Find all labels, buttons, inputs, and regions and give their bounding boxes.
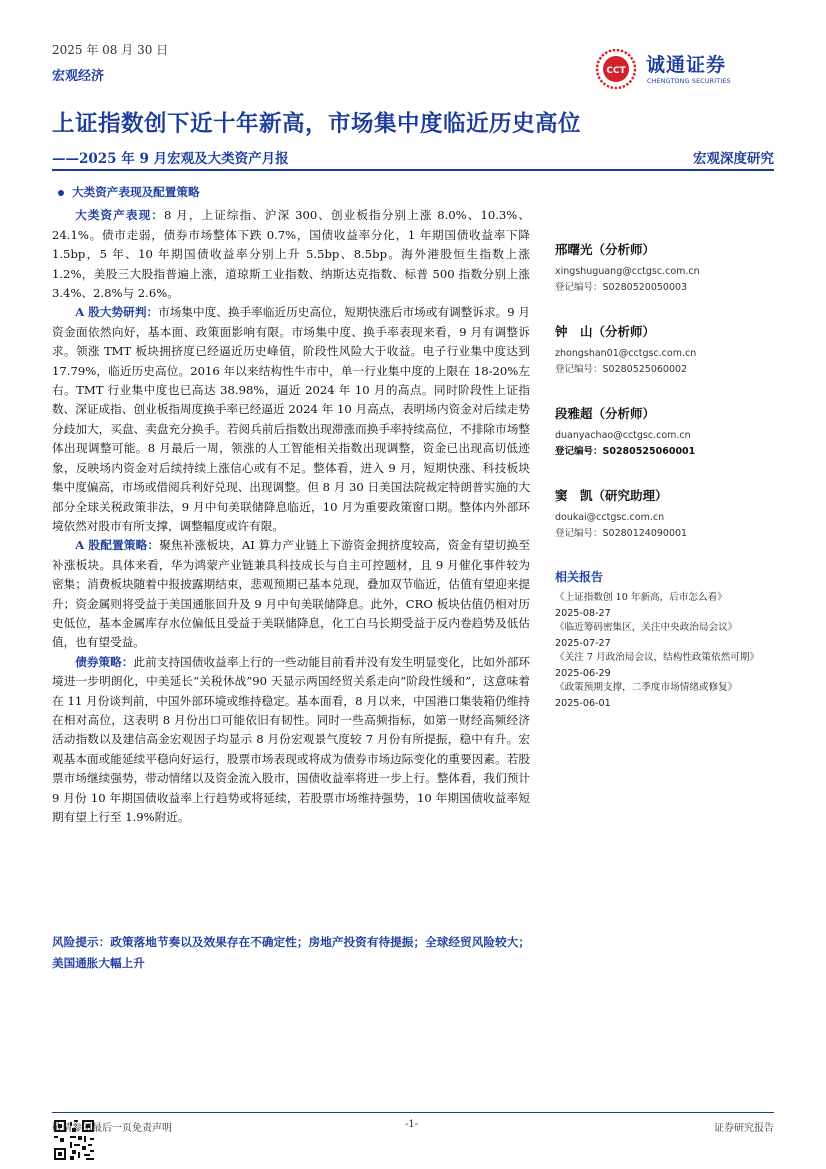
- analyst-card: [555, 404, 777, 460]
- analyst-registration: 登记编号：S0280525060001: [555, 446, 696, 457]
- related-report-date: 2025-06-29: [555, 667, 611, 679]
- analyst-email[interactable]: zhongshan01@cctgsc.com.cn: [555, 348, 697, 359]
- logo-mark: CCT: [606, 66, 626, 76]
- analyst-name: 钟 山（分析师）: [555, 324, 656, 339]
- related-report-date: 2025-06-01: [555, 697, 611, 709]
- related-report-link[interactable]: 《上证指数创 10 年新高，后市怎么看》: [555, 592, 727, 603]
- related-report-date: 2025-08-27: [555, 607, 611, 619]
- analyst-email[interactable]: duanyachao@cctgsc.com.cn: [555, 430, 691, 441]
- header-divider: [52, 169, 774, 171]
- analyst-name: 段雅超（分析师）: [555, 406, 656, 421]
- analyst-card: [555, 486, 777, 542]
- paragraph-a-share-allocation: A 股配置策略：聚焦补涨板块，AI 算力产业链上下游资金拥挤度较高，资金有望切换至补涨板块。具体来看，华为鸿蒙产业链兼具科技成长与自主可控题材，且 9 月催化事件较为密集；消费板块随着中报披露期结束，悲观预期已基本兑现，叠加双节临近，估值有望迎来提升；资金属则将受益于美国通胀回升及 9 月中旬美联储降息。此外，CRO 板块估值仍相对历史低位，基本金属库存水位偏低且受益于美联储降息，化工白马长期受益于反内卷趋势及低估值，也有望受益。: [52, 538, 530, 650]
- paragraph-asset-performance: 大类资产表现：8 月，上证综指、沪深 300、创业板指分别上涨 8.0%、10.3%、24.1%。债市走弱，债券市场整体下跌 0.7%，国债收益率分化，1 年期国债收益率下降 1.5bp，5 年、10 年期国债收益率分别上升 5.5bp、8.5bp。海外港股恒生指数上涨 1.2%，美股三大股指普遍上涨，道琼斯工业指数、纳斯达克指数、标普 500 指数分别上涨 3.4%、2.8%与 2.6%。: [52, 208, 530, 301]
- doc-type-label: 宏观深度研究: [693, 151, 774, 167]
- page-number: -1-: [405, 1119, 419, 1130]
- brand-logo: [594, 48, 784, 90]
- page-title: 上证指数创下近十年新高，市场集中度临近历史高位: [52, 111, 582, 137]
- paragraph-bond-strategy: 债券策略：此前支持国债收益率上行的一些动能目前看并没有发生明显变化，比如外部环境进一步明朗化，中美延长“关税休战”90 天显示两国经贸关系走向“阶段性缓和”，这意味着在 11 月份谈判前，中国外部环境或维持稳定。基本面看，8 月以来，中国港口集装箱仍维持在相对高位，这表明 8 月份出口可能依旧有韧性。同时一些高频指标，如第一财经高频经济活动指数以及建信高金宏观因子均显示 8 月份宏观景气度较 7 月份有所提振，稳中有升。宏观基本面或能延续平稳向好运行，股票市场表现或将成为债券市场边际变化的重要因素。若股票市场继续强势，带动情绪以及资金流入股市，国债收益率将进一步上行。整体看，我们预计 9 月份 10 年期国债收益率上行趋势或将延续，若股票市场维持强势，10 年期国债收益率短期有望上行至 1.9%附近。: [52, 654, 530, 824]
- analyst-card: [555, 240, 777, 296]
- analyst-email[interactable]: xingshuguang@cctgsc.com.cn: [555, 266, 700, 277]
- logo-name: 诚通证券: [646, 54, 727, 76]
- main-content: [52, 183, 530, 827]
- disclaimer-note: 敬请参阅最后一页免责声明: [52, 1123, 172, 1134]
- footer-divider: [52, 1112, 774, 1113]
- report-category: 宏观经济: [52, 69, 105, 84]
- analyst-name: 窦 凯（研究助理）: [555, 488, 668, 503]
- page-subtitle: ——2025 年 9 月宏观及大类资产月报: [52, 151, 289, 167]
- section-heading: 大类资产表现及配置策略: [52, 183, 530, 202]
- related-report-link[interactable]: 《临近筹码密集区，关注中央政治局会议》: [555, 622, 738, 633]
- analyst-registration: 登记编号：S0280525060002: [555, 364, 688, 375]
- logo-subtitle: CHENGTONG SECURITIES: [647, 78, 731, 85]
- related-report-date: 2025-07-27: [555, 637, 611, 649]
- report-date: 2025 年 08 月 30 日: [52, 43, 169, 57]
- risk-warning: 风险提示：政策落地节奏以及效果存在不确定性；房地产投资有待提振；全球经贸风险较大；美国通胀大幅上升: [52, 935, 530, 970]
- related-report-link[interactable]: 《关注 7 月政治局会议，结构性政策依然可期》: [555, 652, 760, 663]
- analyst-registration: 登记编号：S0280520050003: [555, 282, 688, 293]
- cct-logo-icon: [594, 48, 640, 90]
- analyst-card: [555, 322, 777, 378]
- bullet-icon: [58, 190, 64, 196]
- analyst-registration: 登记编号：S0280124090001: [555, 528, 688, 539]
- sidebar: [555, 240, 777, 711]
- paragraph-a-share-outlook: A 股大势研判：市场集中度、换手率临近历史高位，短期快涨后市场或有调整诉求。9 月资金面依然向好，基本面、政策面影响有限。市场集中度、换手率表现来看，9 月有调整诉求。领涨 TMT 板块拥挤度已经逼近历史峰值，阶段性风险大于收益。电子行业集中度达到 17.79%，临近历史高位。2016 年以来结构性牛市中，单一行业集中度的上限在 18-20%左右。TMT 行业集中度也已高达 38.98%，逼近 2024 年 10 月的高点。同时阶段性上证指数、深证成指、创业板指周度换手率已经逼近 2024 年 10 月高点，表明场内资金对后续走势分歧加大，买盘、卖盘充分换手。若阅兵前后指数出现滞涨而换手率持续高位，不排除市场整体出现调整可能。8 月最后一周，领涨的人工智能相关指数出现调整，资金已出现高切低迹象，反映场内资金对后续持续上涨信心或有不足。整体看，进入 9 月，短期快涨、科技板块集中度偏高，市场或借阅兵利好兑现、出现调整。但 8 月 30 日美国法院裁定特朗普实施的大部分全球关税政策非法，9 月中旬美联储降息临近，10 月为重要政策窗口期。整体内外部环境依然对股市有所支撑，调整幅度或许有限。: [52, 305, 530, 533]
- related-reports-heading: 相关报告: [555, 570, 604, 584]
- analyst-email[interactable]: doukai@cctgsc.com.cn: [555, 512, 665, 523]
- analyst-name: 邢曙光（分析师）: [555, 242, 656, 257]
- related-report-link[interactable]: 《政策预期支撑，二季度市场情绪或修复》: [555, 682, 738, 693]
- footer-report-type: 证券研究报告: [714, 1123, 774, 1134]
